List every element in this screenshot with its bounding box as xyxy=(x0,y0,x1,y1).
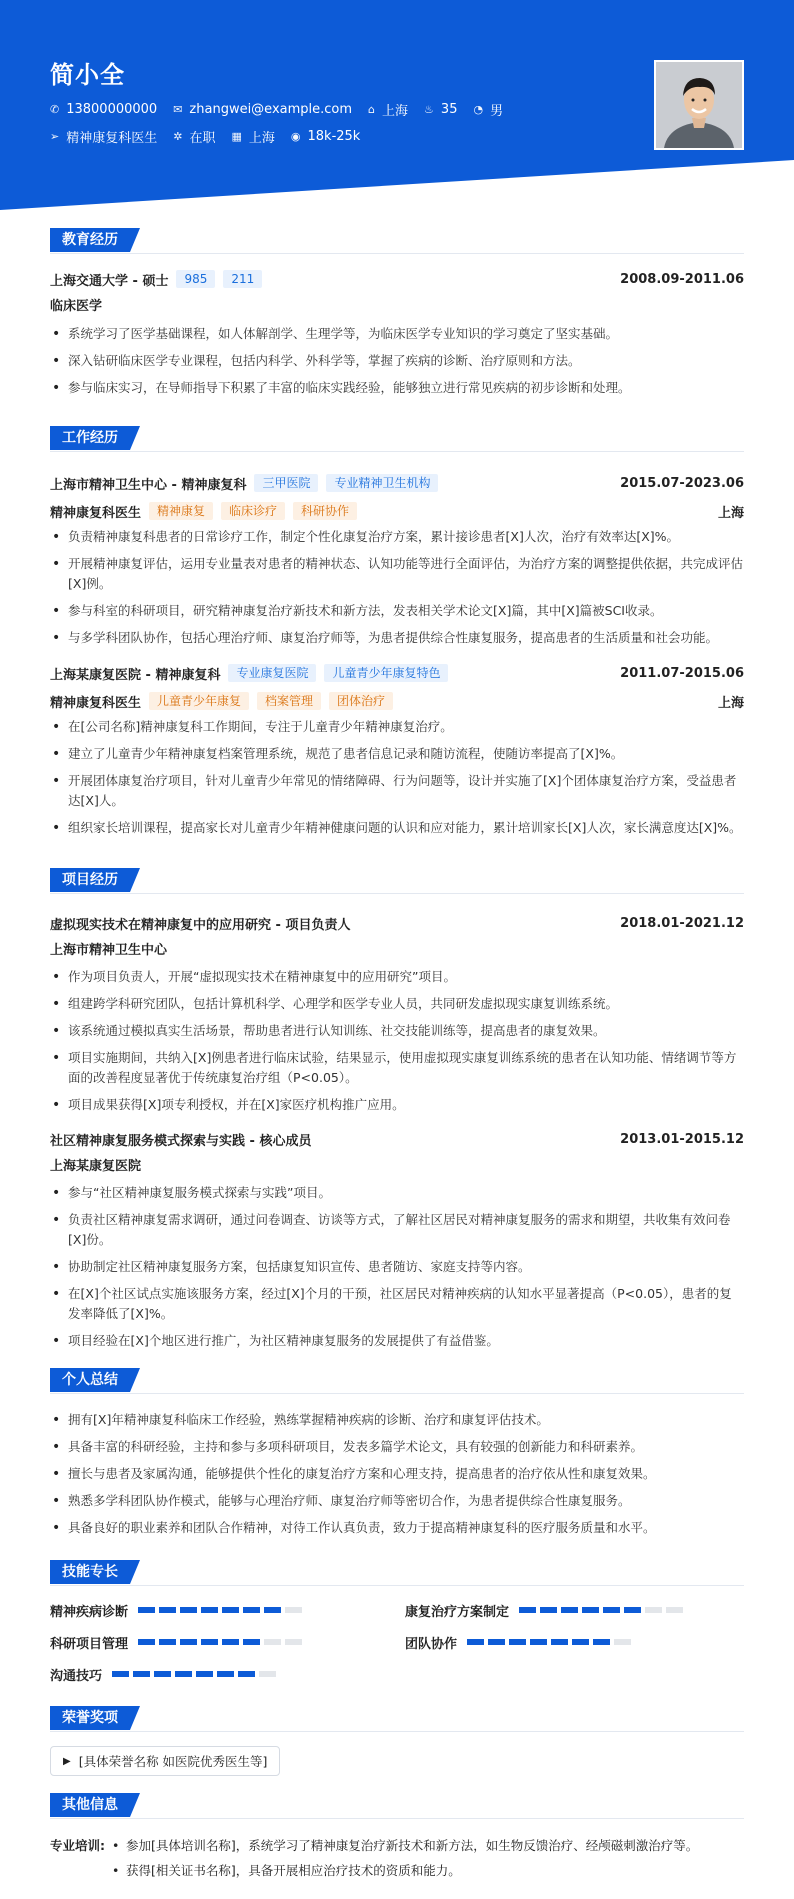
list-item: • 负责精神康复科患者的日常诊疗工作，制定个性化康复治疗方案，累计接诊患者[X]人次，治疗有效率达[X]%。 xyxy=(50,527,744,547)
skill-level-segment xyxy=(285,1639,302,1645)
project-name: 社区精神康复服务模式探索与实践 - 核心成员 xyxy=(50,1133,312,1149)
project-bullets xyxy=(50,1183,744,1351)
list-item: • 协助制定社区精神康复服务方案，包括康复知识宣传、患者随访、家庭支持等内容。 xyxy=(50,1257,744,1277)
skill-level-segment xyxy=(572,1639,589,1645)
list-item: • 在[公司名称]精神康复科工作期间，专注于儿童青少年精神康复治疗。 xyxy=(50,717,744,737)
skill-level-segment xyxy=(154,1671,171,1677)
role: 精神康复科医生 xyxy=(50,505,142,521)
phone: 13800000000 xyxy=(66,102,158,117)
skill-level-segment xyxy=(593,1639,610,1645)
education-entry-head xyxy=(50,268,744,290)
skill-item xyxy=(50,1664,405,1684)
section-title: 个人总结 xyxy=(50,1368,130,1392)
age-icon: ♨ xyxy=(424,103,434,116)
tag: 211 xyxy=(223,270,262,288)
summary-bullets xyxy=(50,1410,744,1538)
major: 临床医学 xyxy=(50,299,103,314)
avatar-image xyxy=(656,62,742,148)
job-intent-row xyxy=(50,127,376,146)
skill-level-segment xyxy=(159,1607,176,1613)
skill-level-segment xyxy=(264,1607,281,1613)
section-title: 教育经历 xyxy=(50,228,130,252)
org-name: 上海某康复医院 - 精神康复科 xyxy=(50,667,221,683)
skill-level-segment xyxy=(259,1671,276,1677)
summary-section xyxy=(50,1368,744,1545)
section-header xyxy=(50,228,744,254)
skill-level-segment xyxy=(645,1607,662,1613)
skill-name: 沟通技巧 xyxy=(50,1668,103,1684)
list-item: • 作为项目负责人，开展“虚拟现实技术在精神康复中的应用研究”项目。 xyxy=(50,967,744,987)
list-item: • 组织家长培训课程，提高家长对儿童青少年精神健康问题的认识和应对能力，累计培训家长[X]人次，家长满意度达[X]%。 xyxy=(50,818,744,838)
honors-section xyxy=(50,1706,744,1776)
project-bullets xyxy=(50,967,744,1115)
skill-level-segment xyxy=(175,1671,192,1677)
honor-text: [具体荣誉名称 如医院优秀医生等] xyxy=(78,1754,268,1769)
work-section xyxy=(50,426,744,845)
list-item: • 项目实施期间，共纳入[X]例患者进行临床试验，结果显示，使用虚拟现实康复训练系统的患者在认知功能、情绪调节等方面的改善程度显著优于传统康复治疗组（P<0.05）。 xyxy=(50,1048,744,1088)
role: 精神康复科医生 xyxy=(50,695,142,711)
section-title: 荣誉奖项 xyxy=(50,1706,130,1730)
list-item: • 擅长与患者及家属沟通，能够提供个性化的康复治疗方案和心理支持，提高患者的治疗依从性和康复效果。 xyxy=(50,1464,744,1484)
other-section xyxy=(50,1793,744,1885)
section-header xyxy=(50,868,744,894)
skill-level-segment xyxy=(201,1607,218,1613)
city: 上海 xyxy=(248,131,275,146)
list-item: • 负责社区精神康复需求调研，通过问卷调查、访谈等方式，了解社区居民对精神康复服务的需求和期望，共收集有效问卷[X]份。 xyxy=(50,1210,744,1250)
mail-icon: ✉ xyxy=(173,103,183,116)
home: 上海 xyxy=(382,104,409,119)
honor-item[interactable] xyxy=(50,1746,280,1776)
work-entry-head xyxy=(50,472,744,494)
skill-bar xyxy=(467,1639,635,1645)
gender-icon: ◔ xyxy=(473,103,484,116)
candidate-name: 简小全 xyxy=(50,61,125,89)
skill-name: 精神疾病诊断 xyxy=(50,1604,129,1620)
training-row xyxy=(50,1835,744,1885)
section-header xyxy=(50,1706,744,1732)
education-section xyxy=(50,228,744,405)
skill-level-segment xyxy=(285,1607,302,1613)
skill-level-segment xyxy=(196,1671,213,1677)
project-org: 上海市精神卫生中心 xyxy=(50,943,168,958)
list-item: • 系统学习了医学基础课程，如人体解剖学、生理学等，为临床医学专业知识的学习奠定了坚实基础。 xyxy=(50,324,744,344)
section-title: 项目经历 xyxy=(50,868,130,892)
role-line xyxy=(50,690,744,712)
list-item: • 具备丰富的科研经验，主持和参与多项科研项目，发表多篇学术论文，具有较强的创新能力和科研素养。 xyxy=(50,1437,744,1457)
skill-level-segment xyxy=(519,1607,536,1613)
role-line xyxy=(50,500,744,522)
skill-item xyxy=(405,1600,744,1620)
tag: 科研协作 xyxy=(293,502,357,520)
list-item: • 在[X]个社区试点实施该服务方案，经过[X]个月的干预，社区居民对精神疾病的认知水平显著提高（P<0.05），患者的复发率降低了[X]%。 xyxy=(50,1284,744,1324)
skill-level-segment xyxy=(614,1639,631,1645)
training-bullets xyxy=(108,1835,698,1885)
tag: 儿童青少年康复特色 xyxy=(324,664,448,682)
skill-level-segment xyxy=(222,1639,239,1645)
project-entry-head xyxy=(50,912,744,934)
list-item: • 开展精神康复评估，运用专业量表对患者的精神状态、认知功能等进行全面评估，为治疗方案的调整提供依据，共完成评估[X]例。 xyxy=(50,554,744,594)
list-item: • 与多学科团队协作，包括心理治疗师、康复治疗师等，为患者提供综合性康复服务，提高患者的生活质量和社会功能。 xyxy=(50,628,744,648)
salary-icon: ◉ xyxy=(290,130,301,143)
send-icon: ➢ xyxy=(50,130,60,143)
org-name: 上海市精神卫生中心 - 精神康复科 xyxy=(50,477,247,493)
date: 2013.01-2015.12 xyxy=(620,1131,744,1147)
section-header xyxy=(50,1793,744,1819)
list-item: • 熟悉多学科团队协作模式，能够与心理治疗师、康复治疗师等密切合作，为患者提供综合性康复服务。 xyxy=(50,1491,744,1511)
date: 2018.01-2021.12 xyxy=(620,915,744,931)
list-item: • 组建跨学科研究团队，包括计算机科学、心理学和医学专业人员，共同研发虚拟现实康复训练系统。 xyxy=(50,994,744,1014)
skill-level-segment xyxy=(582,1607,599,1613)
building-icon: ▦ xyxy=(231,130,242,143)
skill-level-segment xyxy=(138,1639,155,1645)
gear-icon: ✲ xyxy=(173,130,183,143)
skill-name: 团队协作 xyxy=(405,1636,458,1652)
caret-right-icon: ▶ xyxy=(63,1755,71,1767)
tag: 三甲医院 xyxy=(254,474,318,492)
skill-level-segment xyxy=(133,1671,150,1677)
tag: 档案管理 xyxy=(257,692,321,710)
skill-level-segment xyxy=(180,1639,197,1645)
section-title: 其他信息 xyxy=(50,1793,130,1817)
list-item: • 该系统通过模拟真实生活场景，帮助患者进行认知训练、社交技能训练等，提高患者的康复效果。 xyxy=(50,1021,744,1041)
contact-row xyxy=(50,100,519,119)
list-item: • 拥有[X]年精神康复科临床工作经验，熟练掌握精神疾病的诊断、治疗和康复评估技术。 xyxy=(50,1410,744,1430)
skill-level-segment xyxy=(238,1671,255,1677)
list-item: • 建立了儿童青少年精神康复档案管理系统，规范了患者信息记录和随访流程，使随访率提高了[X]%。 xyxy=(50,744,744,764)
work-bullets xyxy=(50,527,744,648)
skill-item xyxy=(50,1632,405,1652)
tag: 专业康复医院 xyxy=(228,664,316,682)
date: 2015.07-2023.06 xyxy=(620,475,744,491)
skill-bar xyxy=(519,1607,687,1613)
location: 上海 xyxy=(717,695,744,711)
skill-level-segment xyxy=(540,1607,557,1613)
skill-level-segment xyxy=(112,1671,129,1677)
skill-level-segment xyxy=(561,1607,578,1613)
list-item: • 项目经验在[X]个地区进行推广，为社区精神康复服务的发展提供了有益借鉴。 xyxy=(50,1331,744,1351)
date: 2008.09-2011.06 xyxy=(620,271,744,287)
section-title: 技能专长 xyxy=(50,1560,130,1584)
job: 精神康复科医生 xyxy=(66,131,158,146)
projects-section xyxy=(50,868,744,1358)
skill-bar xyxy=(112,1671,280,1677)
skill-level-segment xyxy=(201,1639,218,1645)
education-bullets xyxy=(50,324,744,398)
salary: 18k-25k xyxy=(307,129,361,144)
work-entry-head xyxy=(50,662,744,684)
skill-level-segment xyxy=(222,1607,239,1613)
skill-level-segment xyxy=(180,1607,197,1613)
list-item: • 参与“社区精神康复服务模式探索与实践”项目。 xyxy=(50,1183,744,1203)
skill-level-segment xyxy=(264,1639,281,1645)
project-entry-head xyxy=(50,1128,744,1150)
list-item: • 开展团体康复治疗项目，针对儿童青少年常见的情绪障碍、行为问题等，设计并实施了[X]个团体康复治疗方案，受益患者达[X]人。 xyxy=(50,771,744,811)
section-title: 工作经历 xyxy=(50,426,130,450)
section-header xyxy=(50,1368,744,1394)
skill-level-segment xyxy=(666,1607,683,1613)
skill-level-segment xyxy=(551,1639,568,1645)
school-name: 上海交通大学 - 硕士 xyxy=(50,273,169,289)
skill-level-segment xyxy=(530,1639,547,1645)
list-item: • 具备良好的职业素养和团队合作精神，对待工作认真负责，致力于提高精神康复科的医疗服务质量和水平。 xyxy=(50,1518,744,1538)
skill-level-segment xyxy=(243,1607,260,1613)
list-item: • 深入钻研临床医学专业课程，包括内科学、外科学等，掌握了疾病的诊断、治疗原则和方法。 xyxy=(50,351,744,371)
skill-item xyxy=(50,1600,405,1620)
skill-level-segment xyxy=(138,1607,155,1613)
skill-level-segment xyxy=(509,1639,526,1645)
skill-level-segment xyxy=(243,1639,260,1645)
skill-level-segment xyxy=(467,1639,484,1645)
date: 2011.07-2015.06 xyxy=(620,665,744,681)
training-label: 专业培训: xyxy=(50,1838,105,1853)
list-item: • 获得[相关证书名称]，具备开展相应治疗技术的资质和能力。 xyxy=(108,1860,698,1882)
email: zhangwei@example.com xyxy=(189,102,353,117)
tag: 儿童青少年康复 xyxy=(149,692,249,710)
skill-bar xyxy=(138,1607,306,1613)
tag: 专业精神卫生机构 xyxy=(326,474,438,492)
skill-name: 康复治疗方案制定 xyxy=(405,1604,510,1620)
skill-level-segment xyxy=(217,1671,234,1677)
skill-name: 科研项目管理 xyxy=(50,1636,129,1652)
section-header xyxy=(50,1560,744,1586)
tag: 精神康复 xyxy=(149,502,213,520)
avatar xyxy=(654,60,744,150)
skill-level-segment xyxy=(488,1639,505,1645)
tag: 临床诊疗 xyxy=(221,502,285,520)
home-icon: ⌂ xyxy=(368,103,376,116)
section-header xyxy=(50,426,744,452)
skills-grid xyxy=(50,1600,744,1684)
list-item: • 参与临床实习，在导师指导下积累了丰富的临床实践经验，能够独立进行常见疾病的初步诊断和处理。 xyxy=(50,378,744,398)
skills-section xyxy=(50,1560,744,1684)
status: 在职 xyxy=(189,131,216,146)
phone-icon: ✆ xyxy=(50,103,60,116)
list-item: • 参加[具体培训名称]，系统学习了精神康复治疗新技术和新方法，如生物反馈治疗、经颅磁刺激治疗等。 xyxy=(108,1835,698,1857)
project-org: 上海某康复医院 xyxy=(50,1159,142,1174)
skill-level-segment xyxy=(624,1607,641,1613)
skill-level-segment xyxy=(159,1639,176,1645)
list-item: • 项目成果获得[X]项专利授权，并在[X]家医疗机构推广应用。 xyxy=(50,1095,744,1115)
tag: 985 xyxy=(176,270,215,288)
location: 上海 xyxy=(717,505,744,521)
skill-bar xyxy=(138,1639,306,1645)
list-item: • 参与科室的科研项目，研究精神康复治疗新技术和新方法，发表相关学术论文[X]篇，其中[X]篇被SCI收录。 xyxy=(50,601,744,621)
age: 35 xyxy=(440,102,458,117)
gender: 男 xyxy=(490,104,504,119)
skill-level-segment xyxy=(603,1607,620,1613)
work-bullets xyxy=(50,717,744,838)
project-name: 虚拟现实技术在精神康复中的应用研究 - 项目负责人 xyxy=(50,917,351,933)
skill-item xyxy=(405,1632,744,1652)
tag: 团体治疗 xyxy=(329,692,393,710)
